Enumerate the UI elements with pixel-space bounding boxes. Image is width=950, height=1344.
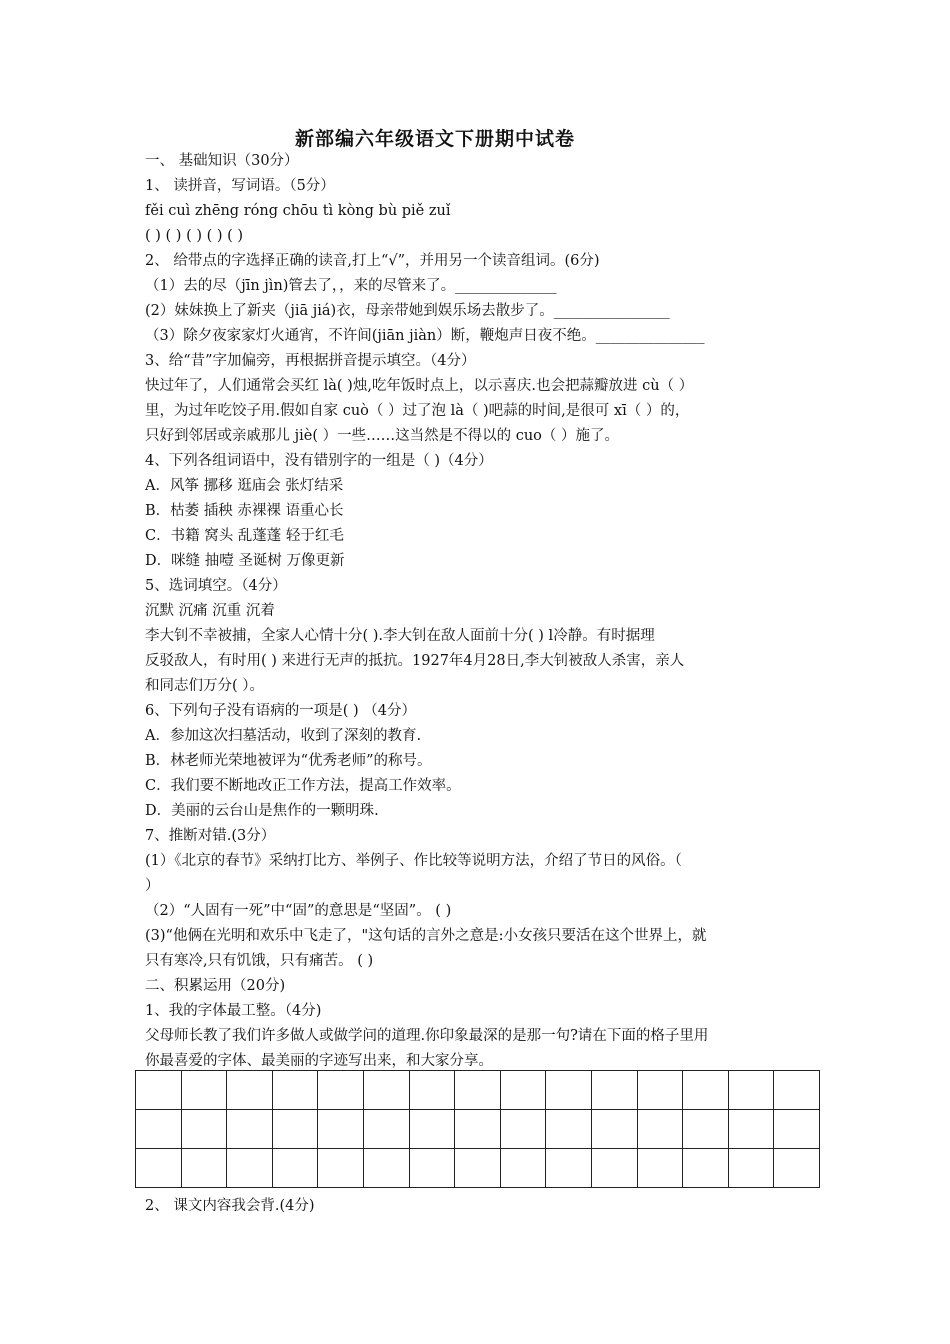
question-6-option-a: A．参加这次扫墓活动，收到了深刻的教育. — [145, 728, 422, 744]
option-c: C．书籍 窝头 乱蓬蓬 轻于红毛 — [145, 528, 344, 544]
question-6: 6、下列句子没有语病的一项是( ) （4分） — [145, 703, 416, 719]
grid-cell[interactable] — [774, 1149, 820, 1188]
section-1-heading: 一、 基础知识（30分） — [145, 153, 299, 169]
question-6-option-d: D．美丽的云台山是焦作的一颗明珠. — [145, 803, 379, 819]
grid-cell[interactable] — [455, 1110, 501, 1149]
question-7-item-3-cont: 只有寒冷,只有饥饿，只有痛苦。 ( ) — [145, 953, 374, 969]
grid-cell[interactable] — [136, 1110, 182, 1149]
option-d: D．咪缝 抽噎 圣诞树 万像更新 — [145, 553, 345, 569]
grid-cell[interactable] — [227, 1110, 273, 1149]
section-2-heading: 二、积累运用（20分) — [145, 978, 286, 994]
page-title: 新部编六年级语文下册期中试卷 — [294, 128, 575, 150]
grid-cell[interactable] — [546, 1149, 592, 1188]
question-7-item-1-cont: ） — [145, 878, 160, 894]
pinyin-row: fěi cuì zhēng róng chōu tì kòng bù piě zuǐ — [145, 203, 451, 219]
question-2: 2、 给带点的字选择正确的读音,打上“√”，并用另一个读音组词。(6分) — [145, 253, 600, 269]
grid-cell[interactable] — [136, 1071, 182, 1110]
grid-cell[interactable] — [363, 1149, 409, 1188]
section-2-question-1-text-1: 父母师长教了我们许多做人或做学问的道理.你印象最深的是那一句?请在下面的格子里用 — [145, 1028, 709, 1044]
question-2-item-2: (2）妹妹换上了新夹（jiā jiá)衣，母亲带她到娱乐场去散步了。________________ — [145, 303, 670, 319]
question-7-item-3: (3)“他俩在光明和欢乐中飞走了，"这句话的言外之意是:小女孩只要活在这个世界上，就 — [145, 928, 707, 944]
grid-cell[interactable] — [318, 1149, 364, 1188]
grid-row — [136, 1071, 820, 1110]
grid-cell[interactable] — [272, 1071, 318, 1110]
grid-cell[interactable] — [591, 1149, 637, 1188]
grid-cell[interactable] — [728, 1110, 774, 1149]
question-7-item-2: （2）“人固有一死”中“固”的意思是“坚固”。 ( ) — [145, 903, 452, 919]
grid-cell[interactable] — [272, 1110, 318, 1149]
grid-cell[interactable] — [500, 1149, 546, 1188]
grid-row — [136, 1110, 820, 1149]
grid-cell[interactable] — [728, 1071, 774, 1110]
grid-cell[interactable] — [181, 1149, 227, 1188]
grid-cell[interactable] — [227, 1149, 273, 1188]
question-6-option-c: C．我们要不断地改正工作方法，提高工作效率。 — [145, 778, 461, 794]
section-2-question-1-text-2: 你最喜爱的字体、最美丽的字迹写出来，和大家分享。 — [145, 1053, 493, 1069]
grid-cell[interactable] — [637, 1071, 683, 1110]
grid-cell[interactable] — [546, 1110, 592, 1149]
grid-cell[interactable] — [272, 1149, 318, 1188]
question-3: 3、给“昔”字加偏旁，再根据拼音提示填空。（4分） — [145, 353, 476, 369]
question-2-item-3: （3）除夕夜家家灯火通宵，不许间(jiān jiàn）断，鞭炮声日夜不绝。_______________ — [145, 328, 705, 344]
grid-cell[interactable] — [728, 1149, 774, 1188]
grid-cell[interactable] — [181, 1071, 227, 1110]
question-4: 4、下列各组词语中，没有错别字的一组是（ )（4分） — [145, 453, 493, 469]
question-5-text-1: 李大钊不幸被捕，全家人心情十分( ).李大钊在敌人面前十分( ) l冷静。有时据理 — [145, 628, 655, 644]
question-6-option-b: B．林老师光荣地被评为“优秀老师”的称号。 — [145, 753, 432, 769]
option-a: A．风筝 挪移 逛庙会 张灯结采 — [145, 478, 344, 494]
grid-cell[interactable] — [637, 1110, 683, 1149]
writing-grid[interactable] — [135, 1070, 820, 1188]
answer-brackets-row: ( ) ( ) ( ) ( ) ( ) — [145, 228, 244, 244]
grid-cell[interactable] — [683, 1071, 729, 1110]
grid-cell[interactable] — [455, 1071, 501, 1110]
grid-cell[interactable] — [318, 1110, 364, 1149]
question-7-item-1: (1）《北京的春节》采纳打比方、举例子、作比较等说明方法，介绍了节日的风俗。（ — [145, 853, 682, 869]
grid-cell[interactable] — [683, 1110, 729, 1149]
section-2-question-2: 2、 课文内容我会背.(4分) — [145, 1198, 315, 1214]
grid-cell[interactable] — [363, 1110, 409, 1149]
question-5: 5、选词填空。（4分） — [145, 578, 287, 594]
question-5-text-2: 反驳敌人，有时用( ) 来进行无声的抵抗。1927年4月28日,李大钊被敌人杀害，亲人 — [145, 653, 685, 669]
grid-cell[interactable] — [774, 1110, 820, 1149]
grid-cell[interactable] — [409, 1071, 455, 1110]
grid-cell[interactable] — [591, 1110, 637, 1149]
grid-cell[interactable] — [591, 1071, 637, 1110]
grid-cell[interactable] — [455, 1149, 501, 1188]
question-5-text-3: 和同志们万分( ）。 — [145, 678, 265, 694]
grid-cell[interactable] — [136, 1149, 182, 1188]
grid-cell[interactable] — [500, 1071, 546, 1110]
question-7: 7、推断对错.(3分） — [145, 828, 276, 844]
question-3-text-2: 里，为过年吃饺子用.假如自家 cuò（ ）过了泡 là（ )吧蒜的时间,是很可 xī（ ）的， — [145, 403, 690, 419]
grid-cell[interactable] — [181, 1110, 227, 1149]
grid-cell[interactable] — [318, 1071, 364, 1110]
question-1: 1、 读拼音，写词语。（5分） — [145, 178, 335, 194]
grid-cell[interactable] — [500, 1110, 546, 1149]
question-2-item-1: （1）去的尽（jīn jìn)管去了，，来的尽管来了。______________ — [145, 278, 557, 294]
section-2-question-1: 1、我的字体最工整。（4分) — [145, 1003, 322, 1019]
grid-cell[interactable] — [409, 1110, 455, 1149]
grid-cell[interactable] — [637, 1149, 683, 1188]
word-choices: 沉默 沉痛 沉重 沉着 — [145, 603, 275, 619]
grid-cell[interactable] — [363, 1071, 409, 1110]
grid-cell[interactable] — [774, 1071, 820, 1110]
grid-cell[interactable] — [546, 1071, 592, 1110]
grid-cell[interactable] — [227, 1071, 273, 1110]
question-3-text-1: 快过年了，人们通常会买红 là( )烛,吃年饭时点上，以示喜庆.也会把蒜瓣放进 cù（ ） — [145, 378, 694, 394]
grid-cell[interactable] — [409, 1149, 455, 1188]
question-3-text-3: 只好到邻居或亲戚那儿 jiè( ）一些……这当然是不得以的 cuo（ ）施了。 — [145, 428, 619, 444]
grid-row — [136, 1149, 820, 1188]
grid-cell[interactable] — [683, 1149, 729, 1188]
option-b: B．枯萎 插秧 赤裸裸 语重心长 — [145, 503, 344, 519]
